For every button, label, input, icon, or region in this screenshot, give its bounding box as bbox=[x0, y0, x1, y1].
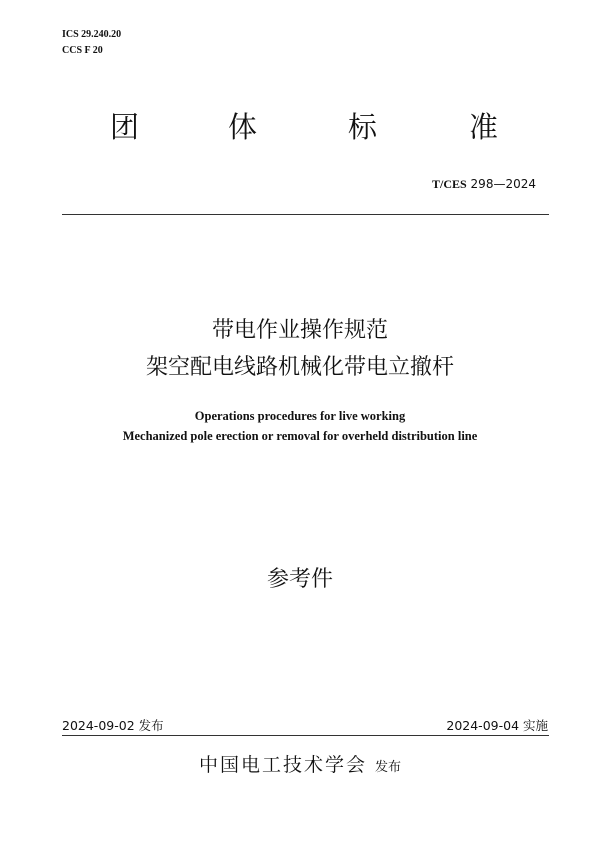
publisher bbox=[0, 750, 600, 777]
bottom-divider bbox=[62, 735, 549, 736]
publisher-org: 中国电工技术学会 bbox=[198, 754, 367, 776]
title-en-line2: Mechanized pole erection or removal for overheld distribution line bbox=[122, 429, 478, 443]
heading-char: 标 bbox=[348, 110, 378, 144]
reference-label: 参考件 bbox=[266, 567, 333, 592]
ccs-code: CCS F 20 bbox=[62, 45, 103, 56]
title-cn-line1: 带电作业操作规范 bbox=[211, 318, 388, 343]
top-divider bbox=[62, 214, 549, 215]
document-type-heading bbox=[0, 110, 600, 150]
publish-action: 发布 bbox=[375, 760, 402, 775]
standard-prefix: T/CES bbox=[432, 177, 467, 191]
title-en-line1: Operations procedures for live working bbox=[194, 409, 406, 423]
title-cn-line2: 架空配电线路机械化带电立撤杆 bbox=[145, 355, 454, 380]
classification-codes bbox=[62, 27, 121, 59]
standard-code: 298—2024 bbox=[470, 177, 536, 191]
heading-char: 体 bbox=[228, 110, 258, 144]
issue-date: 2024-09-02 发布 bbox=[62, 718, 164, 733]
ics-code: ICS 29.240.20 bbox=[62, 29, 122, 40]
heading-char: 团 bbox=[110, 110, 140, 144]
standard-number bbox=[432, 177, 536, 192]
effective-date: 2024-09-04 实施 bbox=[446, 718, 548, 733]
heading-char: 准 bbox=[469, 110, 499, 144]
